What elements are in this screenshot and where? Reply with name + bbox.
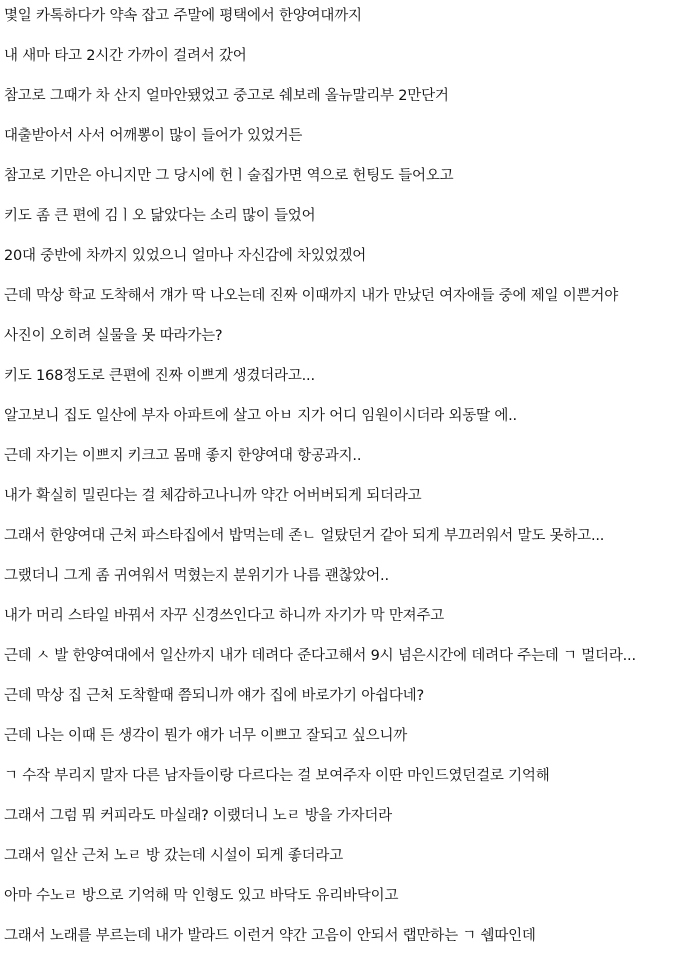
text-line: 근데 자기는 이쁘지 키크고 몸매 좋지 한양여대 항공과지.. [4, 448, 362, 464]
text-line: 근데 막상 집 근처 도착할때 쯤되니까 얘가 집에 바로가기 아쉽다네? [4, 688, 424, 704]
text-line: 내가 머리 스타일 바꿔서 자꾸 신경쓰인다고 하니까 자기가 막 만져주고 [4, 608, 445, 624]
text-line: 대출받아서 사서 어깨뽕이 많이 들어가 있었거든 [4, 128, 303, 144]
text-line: 참고로 기만은 아니지만 그 당시에 헌ㅣ술집가면 역으로 헌팅도 들어오고 [4, 168, 454, 184]
text-line: 그래서 그럼 뭐 커피라도 마실래? 이랬더니 노ㄹ 방을 가자더라 [4, 808, 392, 824]
text-line: 근데 나는 이때 든 생각이 뭔가 얘가 너무 이쁘고 잘되고 싶으니까 [4, 728, 408, 744]
text-line: ㄱ 수작 부리지 말자 다른 남자들이랑 다르다는 걸 보여주자 이딴 마인드였던걸로 기억해 [4, 768, 550, 784]
text-line: 근데 ㅅ 발 한양여대에서 일산까지 내가 데려다 준다고해서 9시 넘은시간에 데려다 주는데 ㄱ 멀더라... [4, 648, 636, 664]
text-line: 그래서 노래를 부르는데 내가 발라드 이런거 약간 고음이 안되서 랩만하는 ㄱ 쉡따인데 [4, 928, 536, 944]
text-line: 내 새마 타고 2시간 가까이 걸려서 갔어 [4, 48, 247, 64]
text-line: 근데 막상 학교 도착해서 걔가 딱 나오는데 진짜 이때까지 내가 만났던 여자애들 중에 제일 이쁜거야 [4, 288, 619, 304]
text-line: 아마 수노ㄹ 방으로 기억해 막 인형도 있고 바닥도 유리바닥이고 [4, 888, 399, 904]
text-line: 그래서 한양여대 근처 파스타집에서 밥먹는데 존ㄴ 얼탔던거 같아 되게 부끄러워서 말도 못하고... [4, 528, 605, 544]
text-line: 사진이 오히려 실물을 못 따라가는? [4, 328, 223, 344]
text-line: 키도 좀 큰 편에 김ㅣ오 닮았다는 소리 많이 들었어 [4, 208, 316, 224]
text-line: 알고보니 집도 일산에 부자 아파트에 살고 아ㅂ 지가 어디 임원이시더라 외동딸 에.. [4, 408, 517, 424]
text-line: 내가 확실히 밀린다는 걸 체감하고나니까 약간 어버버되게 되더라고 [4, 488, 422, 504]
text-line: 참고로 그때가 차 산지 얼마안됐었고 중고로 쉐보레 올뉴말리부 2만단거 [4, 88, 449, 104]
text-line: 키도 168정도로 큰편에 진짜 이쁘게 생겼더라고... [4, 368, 315, 384]
text-line: 그랬더니 그게 좀 귀여워서 먹혔는지 분위기가 나름 괜찮았어.. [4, 568, 389, 584]
text-line: 그래서 일산 근처 노ㄹ 방 갔는데 시설이 되게 좋더라고 [4, 848, 344, 864]
text-line: 20대 중반에 차까지 있었으니 얼마나 자신감에 차있었겠어 [4, 248, 367, 264]
post-body [4, 0, 691, 960]
text-line: 몇일 카톡하다가 약속 잡고 주말에 평택에서 한양여대까지 [4, 8, 362, 24]
